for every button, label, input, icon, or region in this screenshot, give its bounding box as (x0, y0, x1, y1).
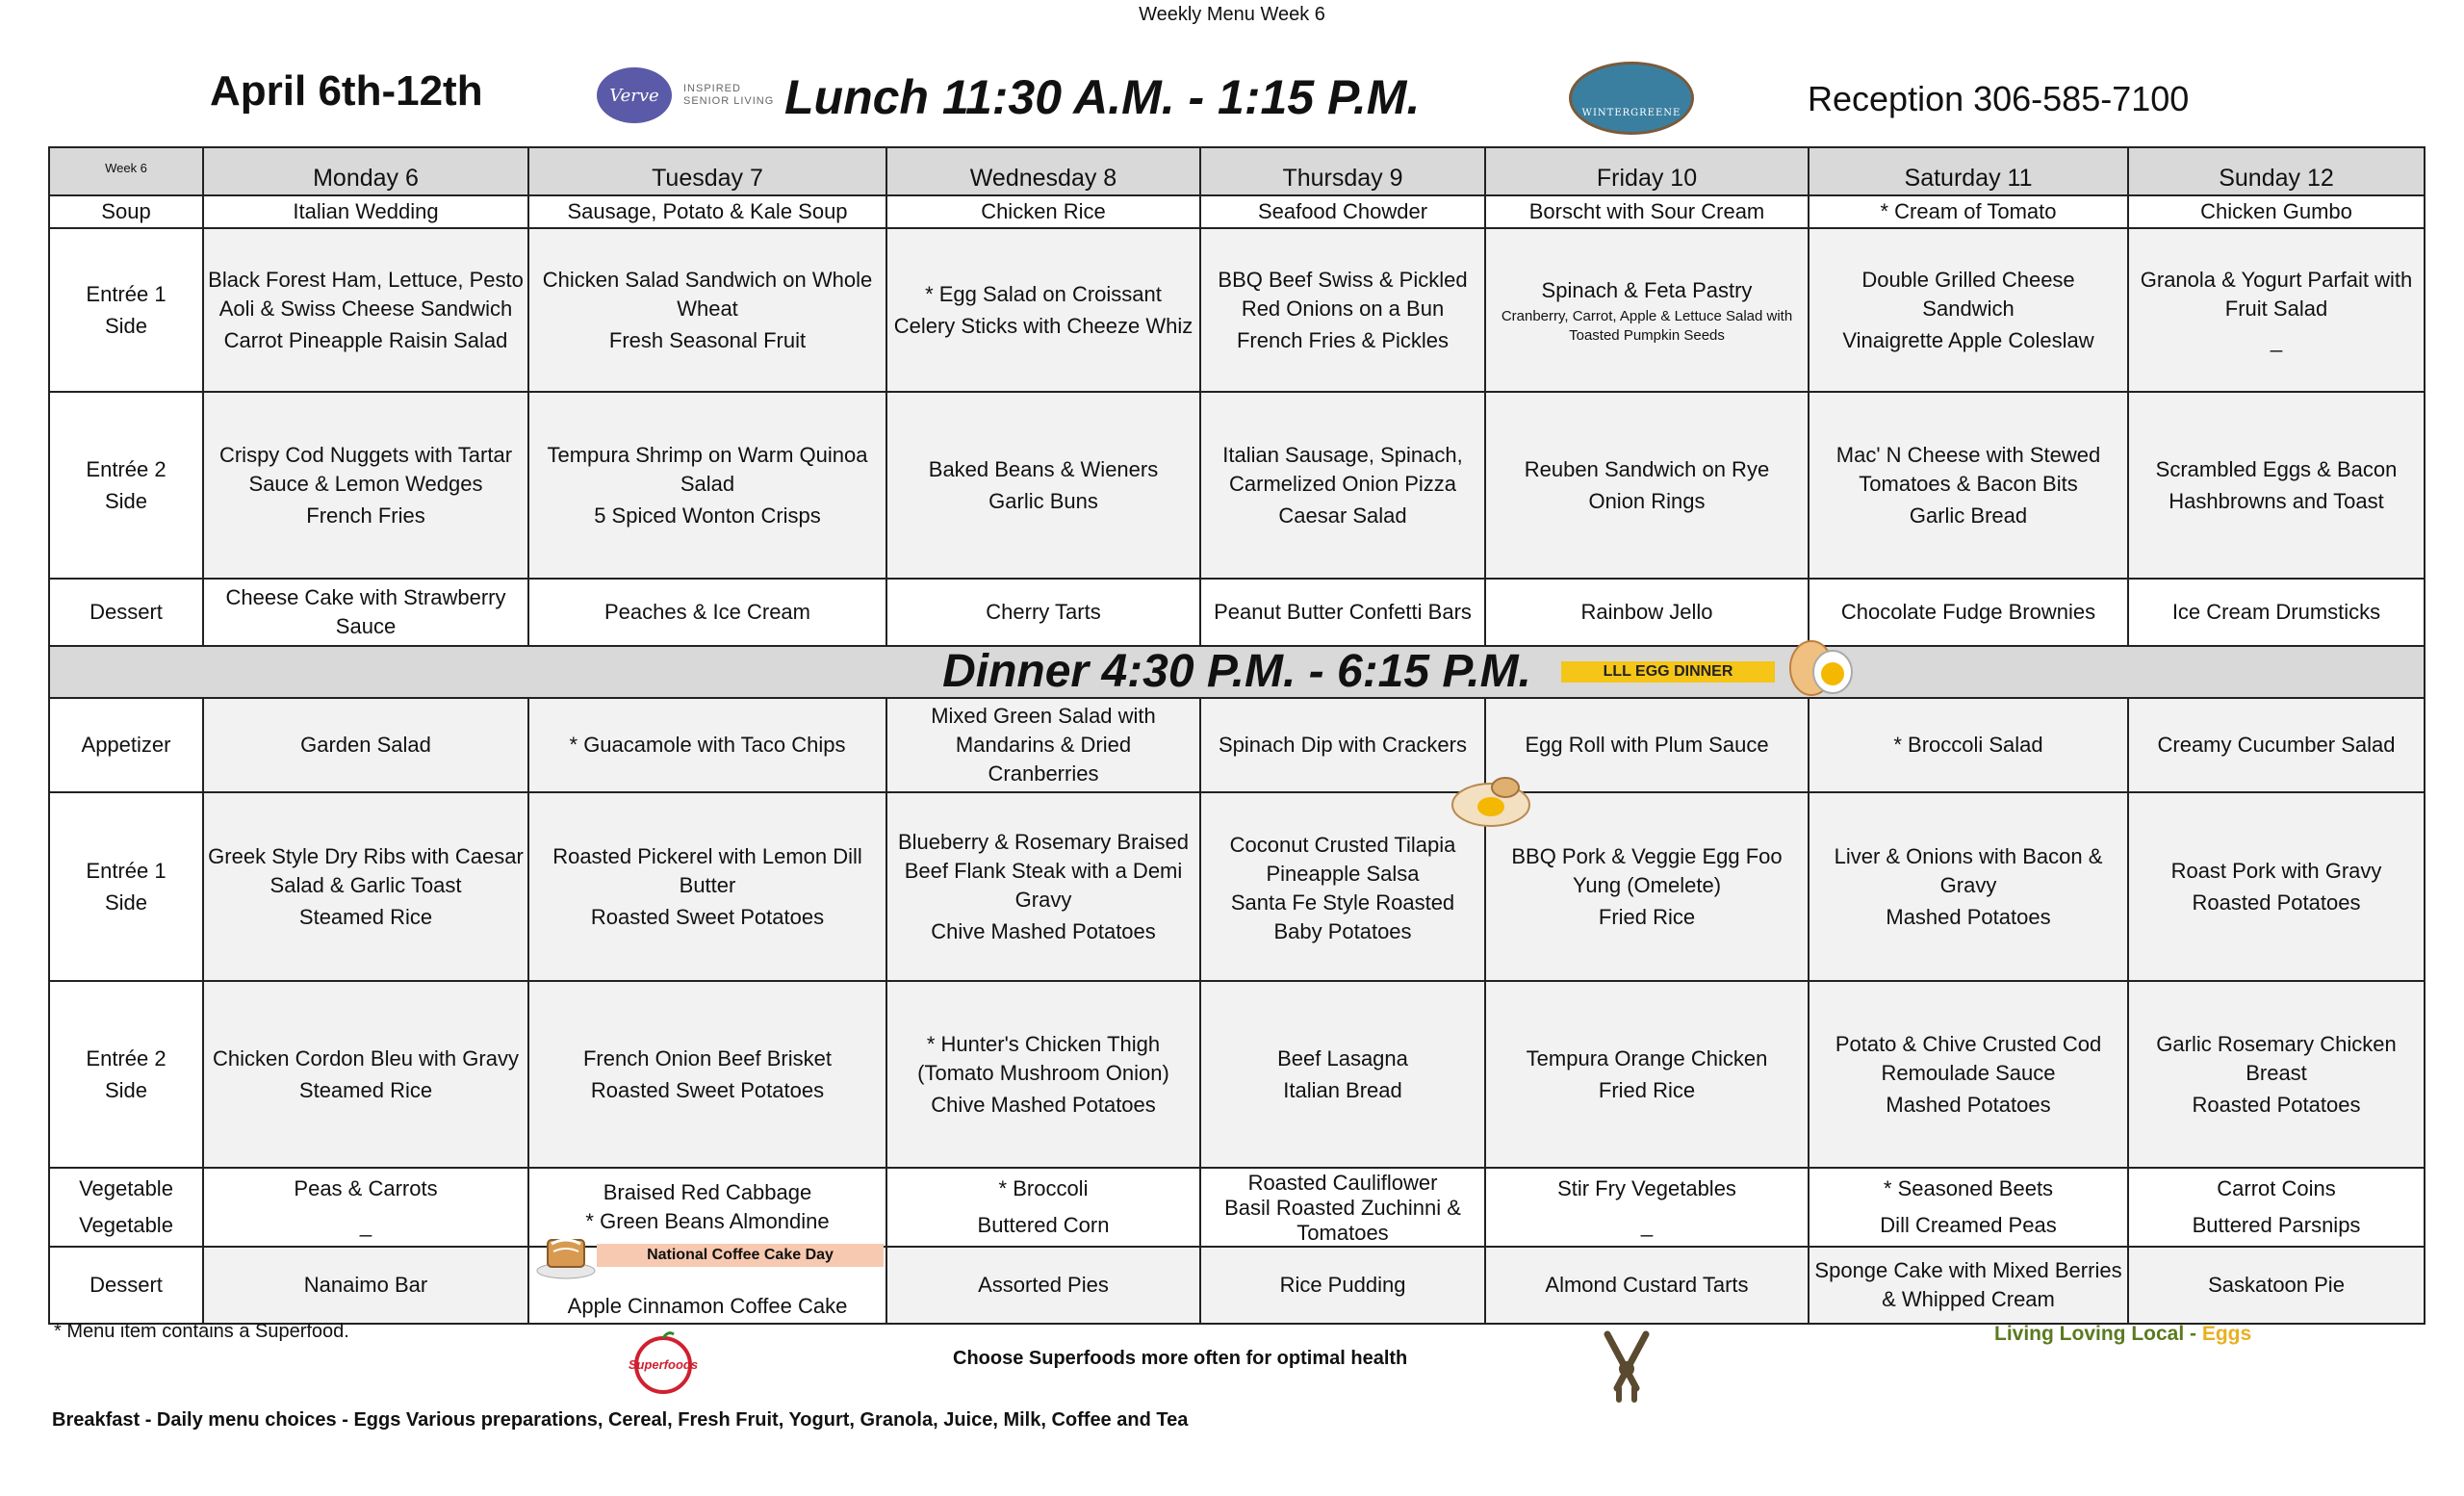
menu-cell: Potato & Chive Crusted Cod Remoulade Sauce (1835, 1032, 2102, 1085)
menu-cell: Roast Pork with Gravy (2170, 859, 2382, 883)
superfood-note: * Menu item contains a Superfood. (54, 1321, 349, 1342)
menu-cell: Coconut Crusted Tilapia Pineapple Salsa (1229, 833, 1456, 886)
day-header: Tuesday 7 (528, 147, 886, 195)
side-cell: Carrot Pineapple Raisin Salad (223, 328, 508, 352)
dinner-dessert-row (49, 1247, 2425, 1324)
dinner-vegetable-row (49, 1168, 2425, 1247)
lll-eggs: Eggs (2201, 1323, 2252, 1345)
menu-cell: Braised Red Cabbage (603, 1180, 812, 1204)
egg-icon (1783, 635, 1860, 697)
day-header: Monday 6 (203, 147, 528, 195)
lunch-entree1-row (49, 228, 2425, 392)
menu-cell: Saskatoon Pie (2128, 1247, 2425, 1324)
side-cell: Garlic Buns (988, 489, 1098, 513)
menu-cell: _ (1640, 1213, 1654, 1237)
menu-cell: Buttered Parsnips (2192, 1213, 2361, 1237)
day-header: Thursday 9 (1200, 147, 1485, 195)
row-label: Side (104, 489, 148, 513)
menu-cell: Rice Pudding (1200, 1247, 1485, 1324)
menu-cell: Liver & Onions with Bacon & Gravy (1834, 844, 2103, 897)
menu-cell: * Seasoned Beets (1883, 1176, 2054, 1200)
menu-cell: BBQ Beef Swiss & Pickled Red Onions on a Bun (1218, 268, 1468, 321)
menu-cell: * Broccoli (998, 1176, 1089, 1200)
dinner-header-row (49, 646, 2425, 698)
week-label: Week 6 (49, 147, 203, 195)
menu-cell: Granola & Yogurt Parfait with Fruit Salad (2140, 268, 2413, 321)
menu-cell: * Egg Salad on Croissant (925, 282, 1162, 306)
menu-cell: Creamy Cucumber Salad (2128, 698, 2425, 792)
menu-cell: Almond Custard Tarts (1485, 1247, 1809, 1324)
menu-cell: Black Forest Ham, Lettuce, Pesto Aoli & Swiss Cheese Sandwich (208, 268, 524, 321)
menu-cell: Egg Roll with Plum Sauce (1485, 698, 1809, 792)
menu-cell: Peanut Butter Confetti Bars (1200, 579, 1485, 646)
menu-cell: Cherry Tarts (886, 579, 1200, 646)
day-header: Saturday 11 (1809, 147, 2128, 195)
menu-cell: Italian Wedding (203, 195, 528, 228)
side-cell: Santa Fe Style Roasted Baby Potatoes (1230, 890, 1455, 943)
day-header: Wednesday 8 (886, 147, 1200, 195)
menu-cell: Mixed Green Salad with Mandarins & Dried Cranberries (886, 698, 1200, 792)
side-cell: Vinaigrette Apple Coleslaw (1842, 328, 2094, 352)
side-cell: Hashbrowns and Toast (2169, 489, 2384, 513)
side-cell: Fried Rice (1598, 905, 1696, 929)
menu-cell: * Hunter's Chicken Thigh (Tomato Mushroom Onion) (917, 1032, 1169, 1085)
menu-cell: Peas & Carrots (294, 1176, 438, 1200)
side-cell: Caesar Salad (1278, 503, 1407, 528)
menu-cell: Garden Salad (203, 698, 528, 792)
row-label: Dessert (49, 1247, 203, 1324)
menu-cell: Spinach & Feta Pastry (1541, 278, 1753, 302)
row-label: Soup (49, 195, 203, 228)
side-cell: Mashed Potatoes (1886, 905, 2051, 929)
lll-egg-dinner-badge: LLL EGG DINNER (1561, 661, 1775, 683)
day-header: Sunday 12 (2128, 147, 2425, 195)
row-label: Side (104, 1078, 148, 1102)
side-cell: Fresh Seasonal Fruit (608, 328, 807, 352)
menu-cell: Chicken Gumbo (2128, 195, 2425, 228)
side-cell: Steamed Rice (298, 905, 433, 929)
menu-cell: Apple Cinnamon Coffee Cake (528, 1247, 886, 1324)
menu-cell: Roasted Pickerel with Lemon Dill Butter (552, 844, 862, 897)
wintergreene-logo: WINTERGREENE (1569, 62, 1694, 135)
side-cell: Roasted Sweet Potatoes (590, 905, 825, 929)
side-cell: Roasted Sweet Potatoes (590, 1078, 825, 1102)
menu-cell: * Cream of Tomato (1809, 195, 2128, 228)
menu-cell: Garlic Rosemary Chicken Breast (2156, 1032, 2397, 1085)
menu-cell: Chicken Salad Sandwich on Whole Wheat (542, 268, 873, 321)
weekly-menu-table (48, 146, 2426, 1325)
living-loving-local (1994, 1323, 2251, 1346)
menu-cell: Spinach Dip with Crackers (1200, 698, 1485, 792)
side-cell: French Fries & Pickles (1236, 328, 1450, 352)
row-label: Entrée 1 (86, 859, 167, 883)
menu-cell: Rainbow Jello (1485, 579, 1809, 646)
menu-cell: Stir Fry Vegetables (1557, 1176, 1736, 1200)
coffee-cake-icon (534, 1223, 598, 1280)
lunch-soup-row (49, 195, 2425, 228)
menu-cell: Borscht with Sour Cream (1485, 195, 1809, 228)
egg-icon (1448, 766, 1534, 834)
menu-cell: French Onion Beef Brisket (582, 1046, 832, 1070)
side-cell: Celery Sticks with Cheeze Whiz (893, 314, 1194, 338)
menu-cell: Dill Creamed Peas (1880, 1213, 2057, 1237)
fork-knife-icon (1598, 1330, 1656, 1404)
lll-prefix: Living Loving Local - (1994, 1323, 2202, 1345)
superfoods-logo (624, 1330, 703, 1402)
lunch-title: Lunch 11:30 A.M. - 1:15 P.M. (784, 70, 1421, 124)
menu-cell: Roasted Cauliflower (1247, 1171, 1438, 1195)
menu-cell: Mac' N Cheese with Stewed Tomatoes & Bacon Bits (1835, 443, 2101, 496)
menu-cell: * Green Beans Almondine (585, 1209, 830, 1233)
menu-cell: Beef Lasagna (1277, 1046, 1408, 1070)
menu-cell: Baked Beans & Wieners (928, 457, 1159, 481)
reception-phone: Reception 306-585-7100 (1808, 79, 2190, 118)
menu-cell: Assorted Pies (886, 1247, 1200, 1324)
verve-logo-mark: Verve (597, 67, 672, 123)
menu-cell: Chicken Cordon Bleu with Gravy (213, 1046, 519, 1070)
menu-cell: Carrot Coins (2217, 1176, 2336, 1200)
day-header-row (49, 147, 2425, 195)
row-label: Appetizer (49, 698, 203, 792)
menu-cell: Tempura Orange Chicken (1526, 1046, 1768, 1070)
side-cell: French Fries (306, 503, 425, 528)
menu-cell: Buttered Corn (977, 1213, 1110, 1237)
side-cell: Steamed Rice (298, 1078, 433, 1102)
day-header: Friday 10 (1485, 147, 1809, 195)
menu-cell: BBQ Pork & Veggie Egg Foo Yung (Omelete) (1511, 844, 1783, 897)
menu-cell: * Guacamole with Taco Chips (528, 698, 886, 792)
side-cell: Fried Rice (1598, 1078, 1696, 1102)
superfoods-logo-text: Superfoods (628, 1357, 699, 1372)
side-cell: Chive Mashed Potatoes (931, 919, 1156, 943)
lunch-entree2-row (49, 392, 2425, 579)
menu-cell: Sausage, Potato & Kale Soup (528, 195, 886, 228)
menu-cell: Double Grilled Cheese Sandwich (1861, 268, 2075, 321)
menu-cell: Basil Roasted Zuchinni & Tomatoes (1224, 1196, 1461, 1245)
menu-cell: Crispy Cod Nuggets with Tartar Sauce & Lemon Wedges (218, 443, 513, 496)
side-cell: Mashed Potatoes (1886, 1093, 2051, 1117)
row-label: Entrée 2 (86, 457, 167, 481)
side-cell: 5 Spiced Wonton Crisps (594, 503, 821, 528)
side-cell: Italian Bread (1283, 1078, 1402, 1102)
row-label: Vegetable (79, 1213, 173, 1237)
menu-cell: Cheese Cake with Strawberry Sauce (203, 579, 528, 646)
coffee-cake-day-badge: National Coffee Cake Day (597, 1244, 884, 1267)
menu-cell: Seafood Chowder (1200, 195, 1485, 228)
menu-cell: Sponge Cake with Mixed Berries & Whipped Cream (1809, 1247, 2128, 1324)
menu-cell: Greek Style Dry Ribs with Caesar Salad & Garlic Toast (208, 844, 524, 897)
row-label: Side (104, 890, 148, 915)
row-label: Vegetable (79, 1176, 173, 1200)
side-cell: Roasted Potatoes (2192, 1093, 2361, 1117)
dinner-title: Dinner 4:30 P.M. - 6:15 P.M. (942, 646, 1531, 697)
breakfast-note: Breakfast - Daily menu choices - Eggs Various preparations, Cereal, Fresh Fruit, Yogurt, Granola, Juice, Milk, Coffee and Tea (52, 1409, 1189, 1431)
menu-cell: Tempura Shrimp on Warm Quinoa Salad (547, 443, 868, 496)
row-label: Entrée 1 (86, 282, 167, 306)
date-range: April 6th-12th (210, 67, 483, 115)
row-label: Side (104, 314, 148, 338)
menu-cell: Chocolate Fudge Brownies (1809, 579, 2128, 646)
menu-cell: * Broccoli Salad (1809, 698, 2128, 792)
menu-cell: Reuben Sandwich on Rye (1524, 457, 1770, 481)
page-title: Weekly Menu Week 6 (1139, 4, 1325, 25)
menu-cell: Blueberry & Rosemary Braised Beef Flank Steak with a Demi Gravy (897, 830, 1189, 912)
side-cell: Cranberry, Carrot, Apple & Lettuce Salad with Toasted Pumpkin Seeds (1501, 308, 1793, 344)
dinner-appetizer-row (49, 698, 2425, 792)
dinner-entree1-row (49, 792, 2425, 981)
side-cell: Roasted Potatoes (2192, 890, 2361, 915)
side-cell: Garlic Bread (1909, 503, 2028, 528)
choose-superfoods-text: Choose Superfoods more often for optimal health (953, 1348, 1408, 1369)
dinner-entree2-row (49, 981, 2425, 1168)
row-label: Entrée 2 (86, 1046, 167, 1070)
verve-tagline: INSPIRED SENIOR LIVING (683, 83, 775, 107)
lunch-dessert-row (49, 579, 2425, 646)
side-cell: Chive Mashed Potatoes (931, 1093, 1156, 1117)
row-label: Dessert (49, 579, 203, 646)
menu-cell: Peaches & Ice Cream (528, 579, 886, 646)
side-cell: Onion Rings (1588, 489, 1706, 513)
menu-cell: Scrambled Eggs & Bacon (2155, 457, 2398, 481)
menu-cell: Nanaimo Bar (203, 1247, 528, 1324)
menu-cell: Chicken Rice (886, 195, 1200, 228)
menu-cell: Ice Cream Drumsticks (2128, 579, 2425, 646)
menu-cell: Italian Sausage, Spinach, Carmelized Onion Pizza (1222, 443, 1463, 496)
side-cell: _ (2270, 328, 2283, 352)
menu-cell: _ (359, 1213, 372, 1237)
menu-header (48, 56, 2426, 142)
